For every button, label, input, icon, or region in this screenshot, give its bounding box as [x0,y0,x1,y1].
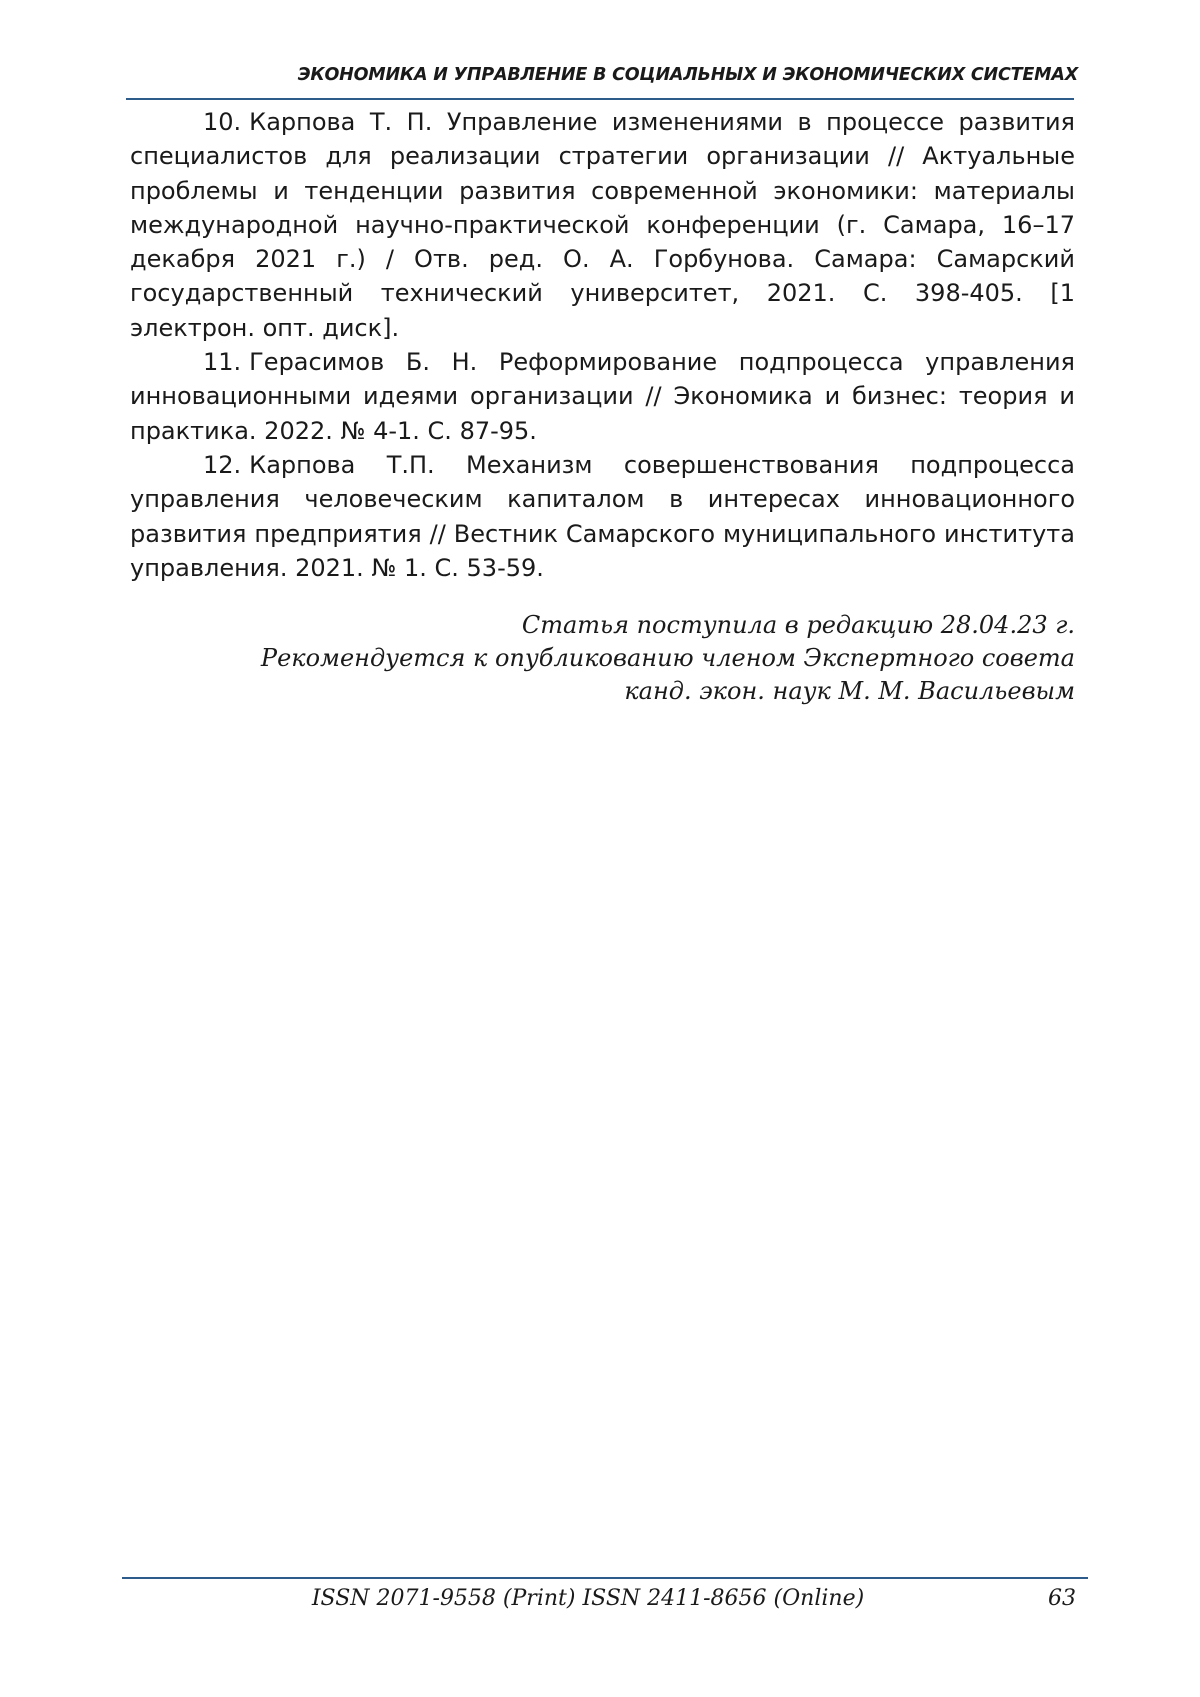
reviewer-line: канд. экон. наук М. М. Васильевым [624,677,1075,705]
received-date-line: Статья поступила в редакцию 28.04.23 г. [521,611,1075,639]
header-divider [126,98,1074,100]
reference-text: Карпова Т. П. Управление изменениями в процессе развития специалистов для реализации стратегии организации // Актуальные проблемы и тенденции развития современной экономики: материалы международной научно-практической конференции (г. Самара, 16–17 декабря 2021 г.) / Отв. ред. О. А. Горбунова. Самара: Самарский государственный технический университет, 2021. С. 398-405. [1 электрон. опт. диск]. [130,108,1075,342]
reference-text: Герасимов Б. Н. Реформирование подпроцесса управления инновационными идеями организации // Экономика и бизнес: теория и практика. 2022. № 4-1. С. 87-95. [130,348,1075,445]
reference-number: 12. [203,450,242,479]
reference-item [130,448,1075,585]
page-number: 63 [1048,1586,1076,1611]
footer-divider [122,1577,1088,1579]
recommendation-line: Рекомендуется к опубликованию членом Экспертного совета [260,644,1075,672]
reference-number: 11. [203,348,242,377]
running-title: ЭКОНОМИКА И УПРАВЛЕНИЕ В СОЦИАЛЬНЫХ И ЭКОНОМИЧЕСКИХ СИСТЕМАХ [297,65,1078,85]
reference-list [130,105,1075,585]
reference-text: Карпова Т.П. Механизм совершенствования подпроцесса управления человеческим капиталом в интересах инновационного развития предприятия // Вестник Самарского муниципального института управления. 2021. № 1. С. 53-59. [130,450,1075,582]
issn-line: ISSN 2071-9558 (Print) ISSN 2411-8656 (Online) [311,1586,865,1611]
reference-item [130,105,1075,345]
editorial-note [130,609,1075,708]
reference-number: 10. [203,108,242,136]
reference-item [130,345,1075,448]
